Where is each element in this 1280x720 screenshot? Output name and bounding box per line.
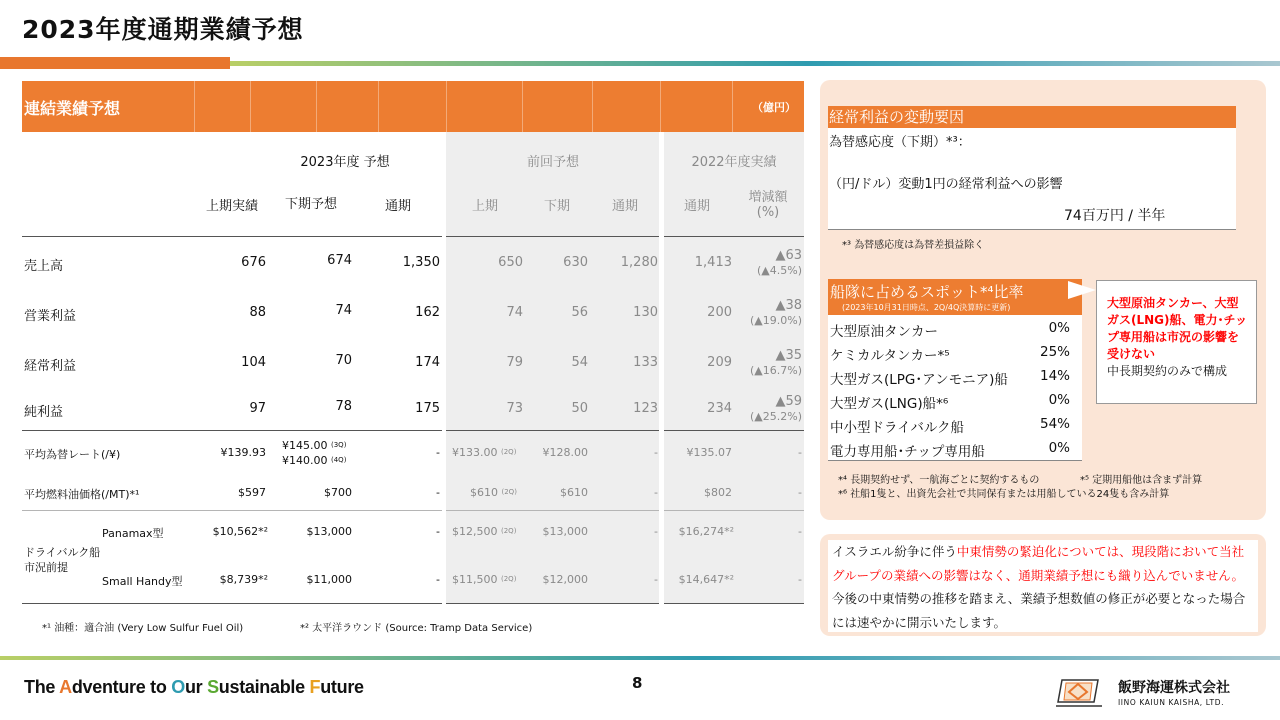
bulk-group-label-2: 市況前提 [24, 561, 68, 574]
slogan: The Adventure to Our Sustainable Future [24, 677, 364, 697]
bulk-group-label: ドライバルク船 [24, 546, 101, 559]
page-number: 8 [632, 674, 643, 692]
spot-ratio-subtitle: (2023年10月31日時点、2Q/4Q決算時に更新) [842, 303, 1011, 312]
spot-item-name: ケミカルタンカー*⁵ [830, 348, 950, 364]
table-title: 連結業績予想 [24, 99, 121, 118]
col-header-full-year: 通期 [384, 199, 411, 214]
spot-item-name: 大型ガス(LNG)船*⁶ [830, 396, 949, 412]
fx-sensitivity-label: 為替感応度（下期）*³： [829, 135, 971, 150]
fx-sensitivity-desc: （円/ドル）変動1円の経常利益への影響 [829, 177, 1063, 192]
footnote-fuel: *¹ 油種：適合油 (Very Low Sulfur Fuel Oil) [42, 623, 244, 634]
spot-item-name: 電力専用船･チップ専用船 [830, 444, 985, 460]
spot-note-2: *⁵ 定期用船他は含まず計算 [1080, 475, 1203, 486]
title-underline [0, 57, 1280, 69]
company-name-en: IINO KAIUN KAISHA, LTD. [1118, 698, 1225, 707]
col-header-h1-actual: 上期実績 [205, 199, 258, 214]
notice-text: イスラエル紛争に伴う中東情勢の緊迫化については、現段階において当社グループの業績への影響はなく、通期業績予想にも織り込んでいません。 今後の中東情勢の推移を踏まえ、業績予想数値の修正が必要となった場合には速やかに開示いたします。 [828, 540, 1258, 632]
callout-text: 中長期契約のみで構成 [1107, 364, 1228, 378]
spot-ratio-box [828, 279, 1082, 461]
spot-note-1: *⁴ 長期契約せず、一航海ごとに契約するもの [838, 475, 1040, 486]
col-header-prev-h2: 下期 [543, 199, 570, 214]
spot-item-value: 14% [1039, 368, 1070, 384]
callout-box [1096, 280, 1257, 404]
footer-bar [0, 656, 1280, 660]
fx-sensitivity-note: *³ 為替感応度は為替差損益除く [842, 240, 985, 251]
company-logo-icon [1056, 672, 1102, 710]
company-name: 飯野海運株式会社 [1118, 680, 1230, 696]
table-header-band [22, 81, 804, 132]
group-header-fy2022: 2022年度実績 [691, 155, 777, 170]
col-header-change: 増減額 [748, 190, 788, 205]
group-header-current: 2023年度 予想 [300, 155, 390, 170]
spot-item-value: 0% [1048, 392, 1070, 408]
spot-item-name: 大型原油タンカー [830, 324, 938, 340]
col-header-prev-full: 通期 [611, 199, 638, 214]
footnote-pacific: *² 太平洋ラウンド (Source: Tramp Data Service) [300, 623, 533, 634]
spot-item-name: 大型ガス(LPG･アンモニア)船 [830, 372, 1008, 388]
spot-item-value: 0% [1048, 440, 1070, 456]
table-unit: （億円） [752, 101, 796, 114]
callout-pointer [1068, 281, 1096, 299]
profit-factor-box [828, 106, 1236, 230]
spot-ratio-title: 船隊に占めるスポット*⁴比率 [830, 283, 1024, 301]
col-header-prev-h1: 上期 [471, 199, 498, 214]
spot-item-name: 中小型ドライバルク船 [830, 420, 965, 436]
col-header-fy22-full: 通期 [683, 199, 710, 214]
callout-red-text: 大型原油タンカー、大型ガス(LNG)船、電力･チップ専用船は市況の影響を受けない [1107, 296, 1248, 361]
spot-note-3: *⁶ 社船1隻と、出資先会社で共同保有または用船している24隻も含み計算 [838, 489, 1170, 500]
profit-factor-title: 経常利益の変動要因 [828, 106, 1236, 128]
spot-item-value: 0% [1048, 320, 1070, 336]
col-header-change-pct: (%) [756, 205, 780, 220]
spot-item-value: 25% [1039, 344, 1070, 360]
col-header-h2-forecast: 下期予想 [284, 197, 337, 212]
group-header-previous: 前回予想 [526, 155, 579, 170]
page-title: 2023年度通期業績予想 [22, 15, 304, 44]
spot-item-value: 54% [1039, 416, 1070, 432]
fx-sensitivity-value: 74百万円 / 半年 [1064, 208, 1166, 224]
